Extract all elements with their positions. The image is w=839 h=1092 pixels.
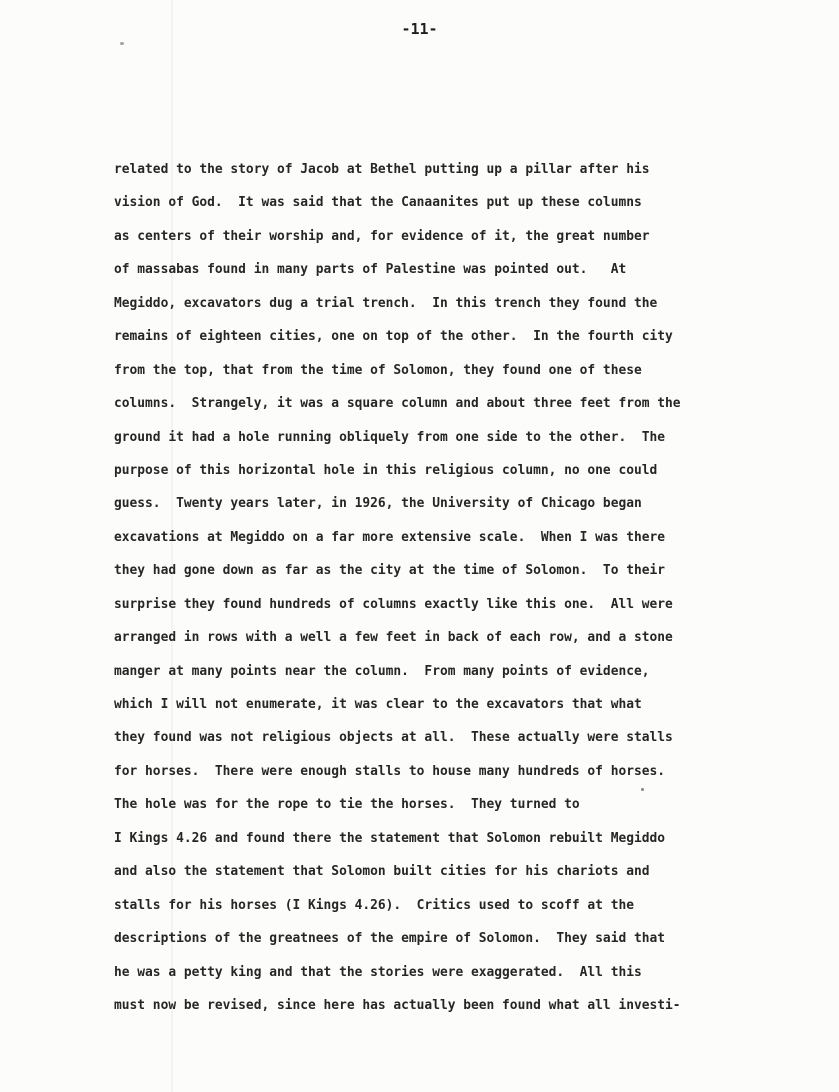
text-line: must now be revised, since here has actually been found what all investi- [114, 997, 681, 1013]
text-line: and also the statement that Solomon built cities for his chariots and [114, 864, 650, 880]
text-line: from the top, that from the time of Solomon, they found one of these [114, 362, 642, 378]
text-line: surprise they found hundreds of columns exactly like this one. All were [114, 596, 673, 612]
text-line: manger at many points near the column. From many points of evidence, [114, 663, 650, 679]
text-line: as centers of their worship and, for evidence of it, the great number [114, 228, 650, 244]
text-line: I Kings 4.26 and found there the statement that Solomon rebuilt Megiddo [114, 830, 666, 846]
text-line: guess. Twenty years later, in 1926, the University of Chicago began [114, 496, 642, 512]
text-line: descriptions of the greatnees of the empire of Solomon. They said that [114, 931, 666, 947]
text-line: of massabas found in many parts of Palestine was pointed out. At [114, 262, 627, 278]
text-line: related to the story of Jacob at Bethel putting up a pillar after his [114, 162, 650, 177]
text-line: which I will not enumerate, it was clear to the excavators that what [114, 697, 642, 712]
text-line: for horses. There were enough stalls to house many hundreds of horses. [114, 763, 666, 779]
text-line: they found was not religious objects at all. These actually were stalls [114, 730, 673, 746]
text-line: Megiddo, excavators dug a trial trench. In this trench they found the [114, 295, 658, 311]
text-line: columns. Strangely, it was a square column and about three feet from the [114, 396, 681, 412]
scan-speck [120, 42, 124, 45]
page-number: -11- [401, 20, 438, 38]
text-line: stalls for his horses (I Kings 4.26). Critics used to scoff at the [114, 897, 634, 913]
text-line: purpose of this horizontal hole in this religious column, no one could [114, 462, 658, 478]
text-line: they had gone down as far as the city at the time of Solomon. To their [114, 563, 666, 579]
body-text [114, 153, 834, 1022]
text-line: excavations at Megiddo on a far more extensive scale. When I was there [114, 529, 666, 545]
text-line: ground it had a hole running obliquely from one side to the other. The [114, 429, 666, 445]
text-line: vision of God. It was said that the Canaanites put up these columns [114, 195, 642, 211]
text-line: remains of eighteen cities, one on top of the other. In the fourth city [114, 329, 673, 345]
text-line: he was a petty king and that the stories were exaggerated. All this [114, 964, 642, 980]
text-line: The hole was for the rope to tie the horses. They turned to [114, 797, 580, 813]
text-line: arranged in rows with a well a few feet in back of each row, and a stone [114, 630, 673, 646]
